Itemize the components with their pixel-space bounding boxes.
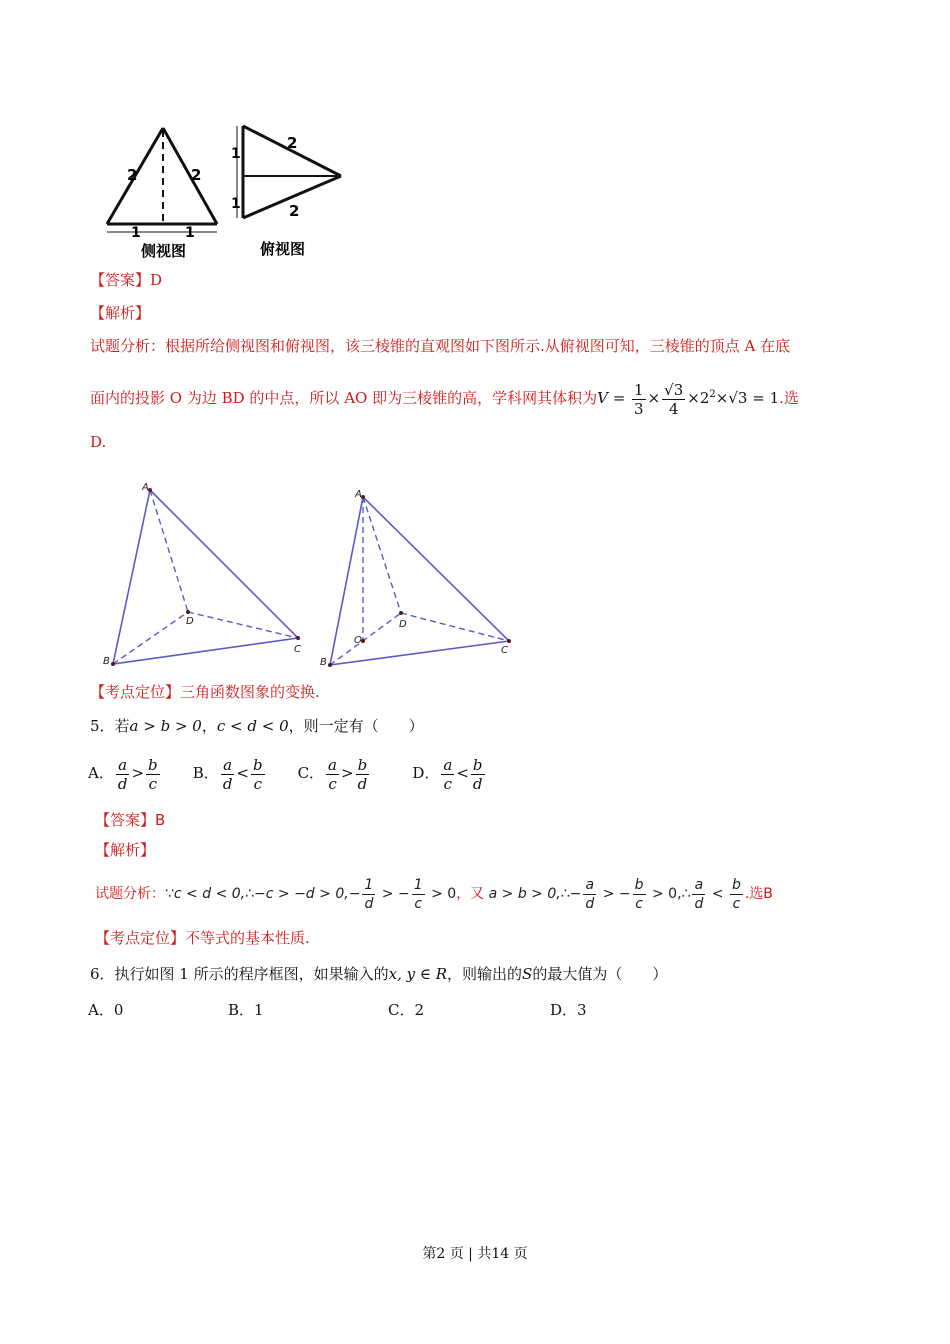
q4-answer-value: D: [150, 271, 163, 289]
q6-stem-prefix: 6．执行如图 1 所示的程序框图，如果输入的: [90, 965, 389, 983]
formula-eq: =: [607, 389, 631, 407]
q5-analysis-prefix: 试题分析：: [95, 886, 165, 902]
formula-times1: ×: [647, 389, 661, 407]
q5-analysis-line: 试题分析：∵c < d < 0,∴−c > −d > 0,− $\frac{1}{d}$ > − $\frac{1}{c}$ > 0，又 a > b > 0,∴− $\frac{a}{d}$ > − $\frac{b}{c}$ > 0,∴ $\frac{a}{d}$ < $\frac{b}{c}$ .选B: [95, 876, 773, 912]
q5-analysis-tag: 【解析】: [95, 841, 156, 859]
q5-stem-cond2: c < d < 0: [216, 717, 289, 735]
top-view-figure: [225, 118, 350, 262]
q5-answer-line: [95, 810, 165, 830]
formula-times2: ×: [687, 389, 700, 407]
q5-analysis-math: ∵c < d < 0,∴−c > −d > 0,− $\frac{1}{d}$ > − $\frac{1}{c}$ > 0: [165, 876, 457, 912]
page-footer: 第2 页 | 共14 页: [422, 1246, 528, 1262]
q6-stem-tail: 的最大值为（ ）: [532, 965, 668, 983]
formula-exp: 2: [709, 389, 716, 400]
q4-answer-line: [90, 270, 162, 290]
side-base-left-label: 1: [131, 225, 141, 241]
pyramid-left-label-c: C: [294, 644, 301, 655]
q4-analysis-line2-suffix: .选: [779, 389, 799, 407]
formula-base: 2: [699, 389, 710, 407]
q6-option-b[interactable]: B．1: [228, 1001, 264, 1019]
q4-analysis-line2-prefix: 面内的投影 O 为边 BD 的中点，所以 AO 即为三棱锥的高，学科网其体积为: [90, 389, 598, 407]
top-edge-lower-label: 2: [289, 202, 300, 220]
q5-answer-tag: 【答案】: [95, 811, 156, 829]
q5-analysis-end: .选B: [744, 886, 773, 902]
q6-option-c[interactable]: C．2: [388, 1001, 425, 1019]
top-side-lower-label: 1: [231, 196, 241, 212]
formula-times3: ×: [715, 389, 729, 407]
q4-analysis-line1: 试题分析：根据所给侧视图和俯视图，该三棱锥的直观图如下图所示.从俯视图可知，三棱锥的顶点 A 在底: [90, 337, 791, 355]
side-view-figure: [95, 120, 225, 262]
formula-frac2: $\frac{√3}{4}$: [664, 380, 684, 418]
top-view-caption: 俯视图: [260, 240, 306, 258]
q5-stem-tail: ，则一定有（ ）: [288, 717, 424, 735]
q5-option-b[interactable]: B． $\frac{a}{d}$ < $\frac{b}{c}$: [192, 755, 263, 793]
q4-analysis-tag: 【解析】: [90, 304, 151, 322]
top-edge-upper-label: 2: [287, 134, 298, 152]
q6-stem: [90, 964, 667, 984]
q6-option-a[interactable]: A．0: [88, 1001, 124, 1019]
pyramid-left-label-d: D: [186, 616, 194, 627]
q5-option-a[interactable]: A． $\frac{a}{d}$ > $\frac{b}{c}$: [88, 755, 158, 793]
volume-formula: [597, 380, 780, 418]
pyramid-left-label-b: B: [103, 656, 110, 667]
q5-answer-value: B: [155, 811, 166, 829]
side-view-caption: 侧视图: [141, 242, 187, 260]
side-base-right-label: 1: [185, 225, 195, 241]
q5-stem-num: 5．若: [90, 717, 130, 735]
pyramid-left-label-a: A: [142, 482, 149, 493]
formula-result: = 1: [747, 389, 780, 407]
q4-analysis-line2: [90, 372, 799, 421]
q4-kaodian-tag: 【考点定位】: [90, 683, 181, 701]
q4-answer-tag: 【答案】: [90, 271, 151, 289]
q5-options: [88, 752, 487, 794]
q5-kaodian-line: [95, 928, 310, 948]
q6-stem-s: S: [522, 965, 533, 983]
pyramid-right-label-c: C: [501, 645, 508, 656]
q5-stem-cond1: a > b > 0: [129, 717, 202, 735]
pyramid-right-label-a: A: [355, 489, 362, 500]
q5-option-d[interactable]: D． $\frac{a}{c}$ < $\frac{b}{d}$: [412, 755, 483, 793]
q5-stem-sep: ，: [201, 717, 217, 735]
q5-kaodian-text: 不等式的基本性质.: [185, 929, 310, 947]
q6-stem-mid: ，则输出的: [447, 965, 523, 983]
q4-analysis-line3: D.: [90, 433, 107, 451]
q4-kaodian-text: 三角函数图象的变换.: [180, 683, 320, 701]
pyramid-left-figure: [98, 478, 313, 670]
formula-root: √3: [728, 389, 748, 407]
pyramid-right-figure: [315, 485, 525, 671]
pyramid-right-label-d: D: [399, 619, 407, 630]
pyramid-right-label-o: O: [354, 635, 362, 646]
formula-v: V: [597, 389, 608, 407]
side-edge-left-label: 2: [127, 166, 138, 184]
side-edge-right-label: 2: [191, 166, 202, 184]
q6-stem-vars: x, y ∈ R: [388, 965, 448, 983]
q4-kaodian-line: [90, 682, 320, 702]
q5-option-c[interactable]: C． $\frac{a}{c}$ > $\frac{b}{d}$: [297, 755, 368, 793]
q6-option-d[interactable]: D．3: [550, 1001, 587, 1019]
q5-kaodian-tag: 【考点定位】: [95, 929, 186, 947]
q5-stem: [90, 716, 424, 736]
formula-frac1: $\frac{1}{3}$: [634, 380, 644, 418]
pyramid-right-label-b: B: [320, 657, 327, 668]
top-side-upper-label: 1: [231, 146, 241, 162]
q5-analysis-you: ，又: [456, 886, 485, 902]
